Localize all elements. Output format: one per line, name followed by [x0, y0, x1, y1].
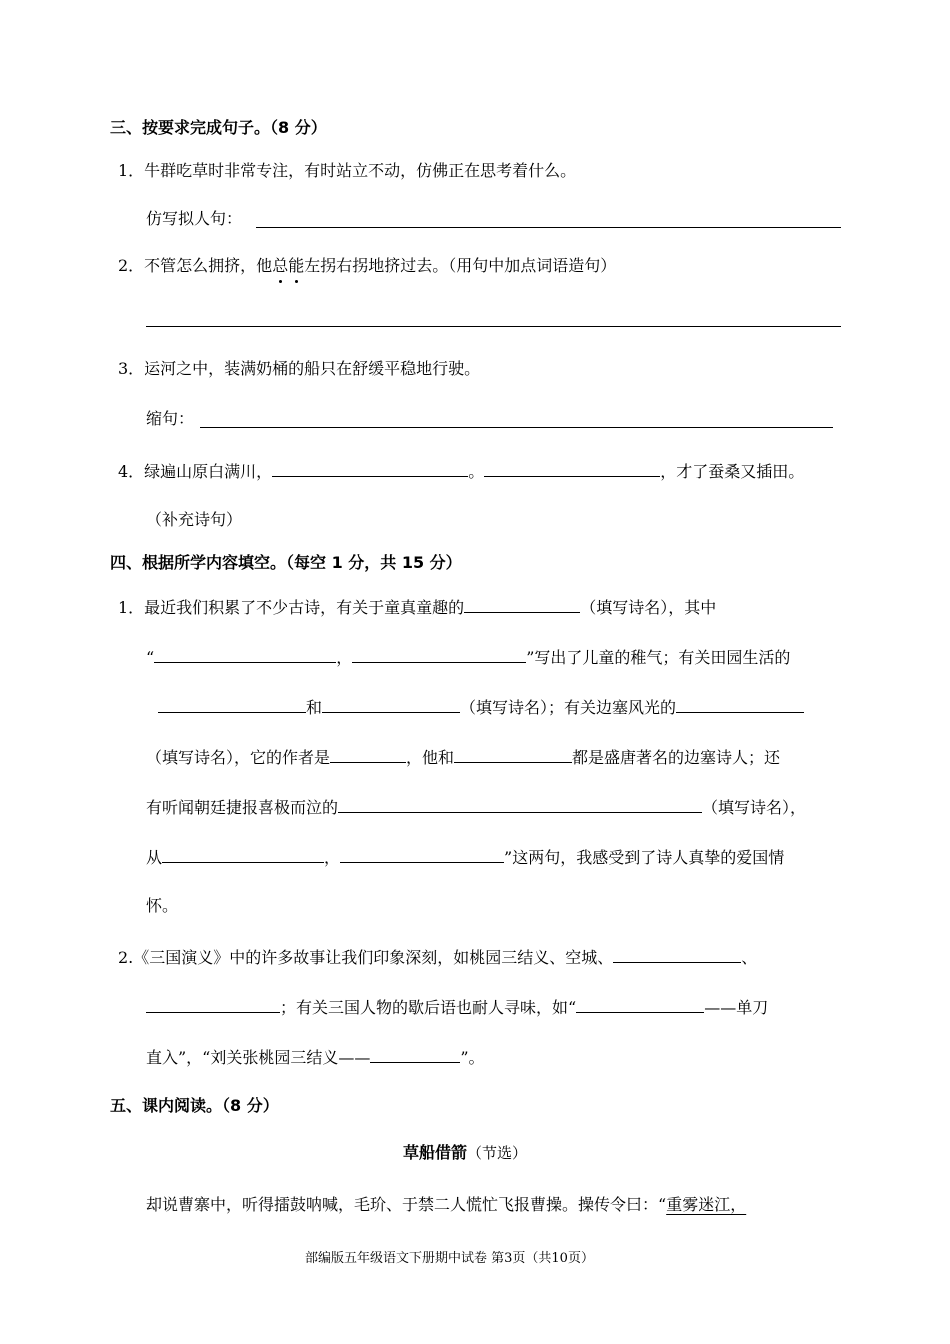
- q3-4-line: [118, 458, 804, 484]
- passage-title-main: 草船借箭: [403, 1143, 468, 1162]
- passage-title-sub: （节选）: [467, 1144, 528, 1162]
- blank-q4-1-9[interactable]: [338, 794, 702, 813]
- q3-2-text: [118, 254, 616, 278]
- q3-4-note: （补充诗句）: [146, 510, 243, 529]
- q4-1-line7: 怀。: [146, 896, 179, 915]
- q4-2-line3: [146, 1044, 485, 1070]
- q3-1-text: 1．牛群吃草时非常专注，有时站立不动，仿佛正在思考着什么。: [118, 161, 577, 180]
- q3-4-b: 。: [468, 462, 485, 481]
- q4-1-l3a: 和: [306, 698, 323, 717]
- page-footer: 部编版五年级语文下册期中试卷 第3页（共10页）: [305, 1251, 594, 1266]
- q4-1-l4c: 都是盛唐著名的边塞诗人；还: [572, 748, 781, 767]
- q4-1-line2: [146, 644, 790, 670]
- blank-q4-1-4[interactable]: [158, 694, 306, 713]
- passage-text: 却说曹寨中，听得擂鼓呐喊，毛玠、于禁二人慌忙飞报曹操。操传令曰：“: [146, 1195, 667, 1214]
- blank-q4-1-8[interactable]: [454, 744, 572, 763]
- blank-q4-2-1[interactable]: [613, 944, 741, 963]
- q4-1-l5a: 有听闻朝廷捷报喜极而泣的: [146, 798, 339, 817]
- q3-1-prompt: 仿写拟人句：: [146, 209, 243, 228]
- q4-2-l1a: 2.《三国演义》中的许多故事让我们印象深刻，如桃园三结义、空城、: [118, 948, 614, 967]
- q3-4-a: 4．绿遍山原白满川，: [118, 462, 273, 481]
- q4-1-l4b: ，他和: [406, 748, 455, 767]
- q4-2-l2b: ——单刀: [704, 998, 769, 1017]
- blank-q4-1-7[interactable]: [330, 744, 406, 763]
- q3-3-prompt: 缩句：: [146, 409, 195, 428]
- q3-2-post: 左拐右拐地挤过去。（用句中加点词语造句）: [304, 256, 617, 275]
- q4-1-line5: [146, 794, 806, 820]
- q3-3-text: 3．运河之中，装满奶桶的船只在舒缓平稳地行驶。: [118, 359, 481, 378]
- q4-2-l3a: 直入”，“刘关张桃园三结义——: [146, 1048, 371, 1067]
- q4-1-l5b: （填写诗名），: [702, 798, 807, 817]
- section5-heading: 五、课内阅读。（8 分）: [110, 1096, 279, 1115]
- blank-q4-1-5[interactable]: [322, 694, 460, 713]
- section3-heading: 三、按要求完成句子。（8 分）: [110, 118, 327, 137]
- q4-1-l4a: （填写诗名），它的作者是: [146, 748, 331, 767]
- blank-q4-1-3[interactable]: [352, 644, 526, 663]
- q4-2-l2a: ；有关三国人物的歇后语也耐人寻味，如“: [280, 998, 577, 1017]
- q4-1-l3b: （填写诗名）；有关边塞风光的: [460, 698, 677, 717]
- q4-1-l1b: （填写诗名），其中: [580, 598, 717, 617]
- blank-q3-4-2[interactable]: [484, 458, 660, 477]
- blank-q4-2-3[interactable]: [576, 994, 704, 1013]
- q3-4-c: ，才了蚕桑又插田。: [660, 462, 805, 481]
- blank-q4-1-10[interactable]: [162, 844, 324, 863]
- q4-1-line6: [146, 844, 784, 870]
- blank-q4-1-1[interactable]: [464, 594, 580, 613]
- q4-1-line3: [158, 694, 804, 720]
- passage-paragraph: [146, 1193, 746, 1217]
- q4-1-line4: [146, 744, 780, 770]
- q4-1-l6c: ”这两句，我感受到了诗人真挚的爱国情: [504, 848, 785, 867]
- answer-line-q3-1[interactable]: [256, 227, 841, 228]
- answer-line-q3-3[interactable]: [200, 427, 833, 428]
- dotted-char-1: 总: [272, 254, 288, 278]
- section4-heading: 四、根据所学内容填空。（每空 1 分，共 15 分）: [110, 553, 462, 572]
- q3-2-pre: 2．不管怎么拥挤，他: [118, 256, 273, 275]
- q4-1-l2a: “: [146, 648, 155, 667]
- passage-title: [403, 1141, 527, 1165]
- q4-2-l1b: 、: [741, 948, 758, 967]
- blank-q4-1-2[interactable]: [154, 644, 336, 663]
- q4-1-l6b: ，: [324, 848, 341, 867]
- q4-2-line1: [118, 944, 757, 970]
- blank-q4-2-4[interactable]: [370, 1044, 460, 1063]
- blank-q4-1-6[interactable]: [676, 694, 804, 713]
- q4-1-line1: [118, 594, 716, 620]
- blank-q4-2-2[interactable]: [146, 994, 280, 1013]
- passage-underlined-text: 重雾迷江，: [666, 1195, 747, 1214]
- q4-2-l3b: ”。: [460, 1048, 485, 1067]
- q4-1-l2b: ，: [336, 648, 353, 667]
- q4-1-l2c: ”写出了儿童的稚气；有关田园生活的: [526, 648, 791, 667]
- dotted-char-2: 能: [288, 254, 304, 278]
- answer-line-q3-2[interactable]: [146, 326, 841, 327]
- q4-1-l1a: 1．最近我们积累了不少古诗，有关于童真童趣的: [118, 598, 465, 617]
- q4-1-l6a: 从: [146, 848, 163, 867]
- blank-q3-4-1[interactable]: [272, 458, 468, 477]
- q4-2-line2: [146, 994, 768, 1020]
- blank-q4-1-11[interactable]: [340, 844, 504, 863]
